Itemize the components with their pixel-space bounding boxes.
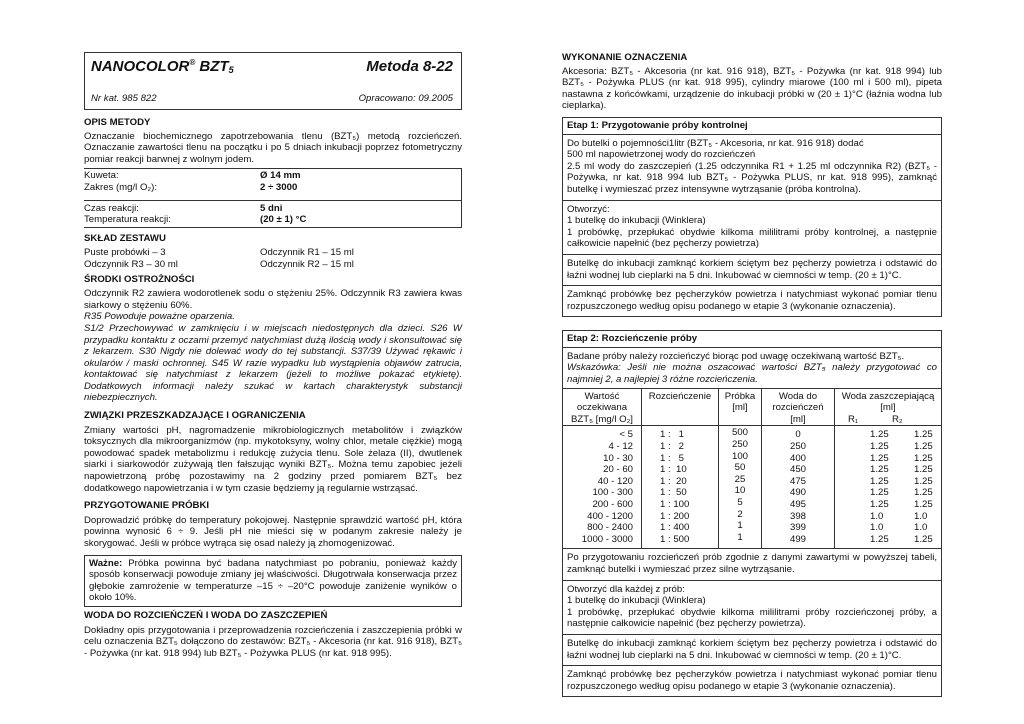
etap2-mix: Po przygotowaniu rozcieńczeń prób zgodnie z danymi zawartymi w powyższej tabeli, zamknąć butelki i wymieszać przez silne wytrząsanie.	[567, 552, 937, 575]
table-cell-sample: 25	[734, 473, 746, 485]
table-cell-expected: 800 - 2400	[587, 522, 633, 534]
table-cell-expected: 100 - 300	[592, 487, 633, 499]
zwiazki-text: Zmiany wartości pH, nagromadzenie mikrobiologicznych metabolitów i związków toksycznych dla mikroorganizmów (np. mykotoksyny, wolny chlor, metale ciężkie) mogą powodować spadek metabolizmu i redukcję zużycia tlenu. Sole żelaza (II), dwutlenek siarki i siarkowodór zużywają tlen fałszując wyniki BZT₅. Można temu zapobiec jeżeli napowietrzoną próbę pozostawimy na 2 godziny przed pomiarem BZT₅ bez dodatkowego napowietrzania i w tym czasie będziemy ją regularnie wstrząsać.	[84, 424, 462, 494]
spec-value: 2 ÷ 3000	[260, 181, 298, 193]
table-cell-dilution: 1 : 50	[660, 487, 687, 499]
prepared-date: Opracowano: 09.2005	[358, 93, 453, 104]
table-cell-expected: 1000 - 3000	[581, 533, 633, 545]
table-cell-expected: 40 - 120	[597, 475, 633, 487]
table-header	[563, 389, 941, 426]
etap2-open-tube: 1 probówkę, przepłukać obydwie kilkoma mililitrami próby rozcieńczonej próby, a następnie całkowicie napełnić (bez pęcherzy powietrza).	[567, 606, 937, 630]
table-cell-water: 398	[789, 510, 806, 522]
table-cell-r1: 1.25	[870, 452, 889, 464]
etap1-measure: Zamknąć probówkę bez pęcherzyków powietrza i natychmiast wykonać pomiar tlenu rozpuszczonego według opisu podanego w etapie 3 (wykonanie oznaczenia).	[567, 289, 937, 312]
table-cell-r1: 1.0	[870, 522, 884, 534]
table-cell-dilution: 1 : 1	[660, 429, 684, 441]
dilution-table	[563, 388, 941, 550]
important-note-box	[84, 555, 462, 607]
section-title-przygotowanie: PRZYGOTOWANIE PRÓBKI	[84, 500, 210, 512]
table-cell-sample: 100	[731, 450, 748, 462]
table-cell-expected: 200 - 600	[592, 499, 633, 510]
table-cell-r1: 1.25	[870, 429, 889, 441]
table-cell-seed	[835, 429, 941, 441]
etap2-text: Badane próby należy rozcieńczyć biorąc pod uwagę oczekiwaną wartość BZT₅.	[567, 350, 905, 362]
table-cell-sample: 2	[737, 508, 743, 520]
etap2-open-bottle: 1 butelkę do inkubacji (Winklera)	[567, 595, 706, 607]
etap2-incubate: Butelkę do inkubacji zamknąć korkiem ściętym bez pęcherzy powietrza i odstawić do łaźni wodnej lub cieplarki na 5 dni. Inkubować w ciemności w temp. (20 ± 1)°C.	[567, 637, 937, 661]
table-cell-r1: 1.25	[870, 441, 889, 453]
table-cell-dilution: 1 : 10	[660, 464, 687, 476]
table-cell-r2: 1.25	[914, 499, 933, 510]
wykonanie-text: Akcesoria: BZT₅ - Akcesoria (nr kat. 916 918), BZT₅ - Pożywka (nr kat. 918 994) lub BZT₅ - Pożywka PLUS (nr kat. 918 995), cylindry miarowe (100 ml i 500 ml), pipeta nastawna z końcówkami, urządzenie do inkubacji próbki w (20 ± 1)°C (łaźnia wodna lub cieplarka).	[562, 65, 942, 112]
table-cell-sample: 5	[737, 497, 743, 508]
method-number: Metoda 8-22	[366, 58, 453, 75]
table-cell-sample: 250	[731, 439, 748, 451]
table-cell-r2: 1.25	[914, 429, 933, 441]
table-cell-expected: 400 - 1200	[587, 510, 633, 522]
col-header: R₁	[848, 413, 859, 425]
table-cell-r2: 1.25	[914, 487, 933, 499]
table-cell-water: 250	[789, 441, 806, 453]
opis-text: Oznaczanie biochemicznego zapotrzebowania tlenu (BZT₅) metodą rozcieńczeń. Oznaczanie zawartości tlenu na początku i po 5 dniach inkubacji poprzez fotometryczny pomiar reakcji barwnej z wolnym jodem.	[84, 130, 462, 165]
table-cell-dilution: 1 : 5	[660, 452, 684, 464]
table-cell-seed	[835, 464, 941, 476]
table-cell-water: 399	[789, 522, 806, 534]
table-cell-seed	[835, 534, 941, 546]
specs-table	[84, 168, 462, 227]
etap2-block	[562, 330, 942, 697]
table-cell-expected: < 5	[619, 429, 633, 441]
spec-value: (20 ± 1) °C	[260, 214, 307, 226]
etap1-block	[562, 117, 942, 317]
spec-label: Kuweta:	[84, 170, 119, 182]
etap2-measure: Zamknąć probówkę bez pęcherzyków powietrza i natychmiast wykonać pomiar tlenu rozpuszczonego według opisu podanego w etapie 3 (wykonanie oznaczenia).	[567, 669, 937, 692]
table-cell-expected: 10 - 30	[603, 452, 633, 464]
section-title-zwiazki: ZWIĄZKI PRZESZKADZAJĄCE I OGRANICZENIA	[84, 410, 306, 422]
table-cell-seed	[835, 522, 941, 534]
col-header: BZT₅ [mg/l O₂]	[571, 413, 633, 425]
table-cell-expected: 4 - 12	[608, 441, 633, 453]
table-cell-r2: 1.25	[914, 452, 933, 464]
etap1-step-seed: 2.5 ml wody do zaszczepień (1.25 odczynnika R1 + 1.25 ml odczynnika R2) (BZT₅ - Pożywka, nr kat. 918 994 lub BZT₅ - Pożywka PLUS, nr kat. 918 995), zamknąć butelkę i wymieszać przez intensywne wytrząsanie (próba kontrolna).	[567, 160, 937, 195]
table-cell-r1: 1.25	[870, 475, 889, 487]
table-cell-expected: 20 - 60	[603, 464, 633, 476]
table-cell-r2: 1.0	[914, 522, 928, 534]
table-cell-dilution: 1 : 200	[660, 510, 690, 522]
table-cell-seed	[835, 476, 941, 488]
table-cell-water: 0	[795, 429, 801, 441]
table-cell-r1: 1.25	[870, 487, 889, 499]
col-header: R₂	[892, 413, 903, 425]
table-cell-dilution: 1 : 20	[660, 475, 687, 487]
note-label: Ważne:	[89, 557, 123, 569]
spec-value: 5 dni	[260, 202, 283, 214]
section-title-woda: WODA DO ROZCIEŃCZEŃ I WODA DO ZASZCZEPIEŃ	[84, 609, 328, 621]
srodki-text: Odczynnik R2 zawiera wodorotlenek sodu o stężeniu 25%. Odczynnik R3 zawiera kwas siarkowy o stężeniu 60%.	[84, 288, 462, 311]
srodki-r-phrase: R35 Powoduje poważne oparzenia.	[84, 311, 235, 323]
etap2-title: Etap 2: Rozcieńczenie próby	[563, 331, 941, 348]
table-cell-r2: 1.25	[914, 533, 933, 545]
etap1-open: Otworzyć:	[567, 203, 610, 215]
table-cell-sample: 1	[737, 531, 743, 543]
table-cell-sample: 1	[737, 520, 743, 532]
table-cell-seed	[835, 453, 941, 465]
product-title: NANOCOLOR® $BZT_5$	[91, 58, 234, 75]
etap1-step-water: 500 ml napowietrzonej wody do rozcieńczeń	[567, 149, 756, 161]
table-cell-dilution: 1 : 500	[660, 533, 690, 545]
col-header: [ml]	[880, 402, 896, 414]
section-title-wykonanie: WYKONANIE OZNACZENIA	[562, 52, 688, 63]
table-cell-seed	[835, 441, 941, 453]
kit-item: Puste probówki – 3	[84, 247, 166, 259]
catalog-number: Nr kat. 985 822	[91, 93, 157, 104]
col-header: oczekiwana	[576, 402, 628, 414]
col-header: [ml]	[790, 413, 806, 425]
etap1-open-bottle: 1 butelkę do inkubacji (Winklera)	[567, 215, 706, 227]
col-header: rozcieńczeń	[772, 402, 824, 414]
spec-label: Zakres (mg/l O₂):	[84, 181, 158, 193]
table-cell-dilution: 1 : 400	[660, 522, 690, 534]
etap2-open: Otworzyć dla każdej z prób:	[567, 583, 685, 595]
etap1-title: Etap 1: Przygotowanie próby kontrolnej	[563, 118, 941, 135]
table-cell-r1: 1.25	[870, 464, 889, 476]
col-header: Woda do	[778, 390, 818, 402]
table-cell-sample: 10	[734, 485, 746, 497]
table-cell-sample: 500	[731, 427, 748, 439]
table-cell-dilution: 1 : 2	[660, 441, 684, 453]
section-title-srodki: ŚRODKI OSTROŻNOŚCI	[84, 273, 195, 285]
col-header: Rozcieńczenie	[642, 389, 719, 426]
section-title-sklad: SKŁAD ZESTAWU	[84, 232, 166, 244]
spec-value: Ø 14 mm	[260, 170, 301, 182]
table-cell-dilution: 1 : 100	[660, 499, 690, 510]
table-cell-seed	[835, 487, 941, 499]
table-cell-water: 450	[789, 464, 806, 476]
col-header: [ml]	[732, 402, 748, 414]
kit-item: Odczynnik R2 – 15 ml	[260, 258, 354, 270]
table-cell-r2: 1.25	[914, 464, 933, 476]
table-cell-seed	[835, 499, 941, 511]
table-cell-sample: 50	[734, 462, 746, 474]
kit-item: Odczynnik R1 – 15 ml	[260, 247, 354, 259]
srodki-s-phrases: S1/2 Przechowywać w zamknięciu i w miejscach niedostępnych dla dzieci. S26 W przypadku kontaktu z oczami przemyć natychmiast dużą ilością wody i skonsultować się z lekarzem. S30 Nigdy nie dolewać wody do tej substancji. S37/39 Używać rękawic i okularów / maski ochronnej. S45 W razie wypadku lub wystąpienia objawów zatrucia, kontaktować się natychmiast z lekarzem (jeżeli to możliwe pokazać etykietę). Dodatkowych informacji należy szukać w kartach charakterystyk substancji niebezpiecznych.	[84, 322, 462, 404]
spec-label: Czas reakcji:	[84, 202, 139, 214]
table-body	[563, 426, 941, 548]
title-box	[84, 52, 462, 110]
etap2-hint: Wskazówka: Jeśli nie można oszacować wartości BZT₅ należy przygotować co najmniej 2, a najlepiej 3 różne rozcieńczenia.	[567, 362, 937, 386]
table-cell-water: 499	[789, 533, 806, 545]
col-header: Wartość	[584, 390, 620, 402]
woda-text: Dokładny opis przygotowania i przeprowadzenia rozcieńczenia i zaszczepienia próbki w celu oznaczenia BZT₅ dołączono do zestawów: BZT₅ - Akcesoria (nr kat. 916 918), BZT₅ - Pożywka (nr kat. 918 994) lub BZT₅ - Pożywka PLUS (nr kat. 918 995).	[84, 624, 462, 659]
table-cell-r1: 1.25	[870, 499, 889, 510]
table-cell-r1: 1.0	[870, 510, 884, 522]
etap1-incubate: Butelkę do inkubacji zamknąć korkiem ściętym bez pęcherzy powietrza i odstawić do łaźni wodnej lub cieplarki na 5 dni. Inkubować w ciemności w temp. (20 ± 1)°C.	[567, 257, 937, 281]
przygotowanie-text: Doprowadzić próbkę do temperatury pokojowej. Następnie sprawdzić wartość pH, która powinna wynosić 6 ÷ 9. Jeśli pH nie mieści się w podanym zakresie należy je skorygować. Jeśli w próbce wytrąca się osad należy ją zhomogenizować.	[84, 514, 462, 549]
table-cell-r2: 1.0	[914, 510, 928, 522]
note-text: Próbka powinna być badana natychmiast po pobraniu, ponieważ każdy sposób konserwacji powoduje zmiany jej właściwości. Długotrwała konserwacja przez głębokie zamrożenie w temperaturze –15 ÷ –20°C powoduje zaniżenie wyników o około 10%.	[89, 557, 457, 604]
etap1-step-bottle: Do butelki o pojemności1litr (BZT₅ - Akcesoria, nr kat. 916 918) dodać	[567, 137, 864, 149]
table-cell-r2: 1.25	[914, 441, 933, 453]
kit-item: Odczynnik R3 – 30 ml	[84, 258, 178, 270]
table-cell-water: 490	[789, 487, 806, 499]
table-cell-r1: 1.25	[870, 533, 889, 545]
etap1-open-tube: 1 probówkę, przepłukać obydwie kilkoma mililitrami próby kontrolnej, a następnie całkowicie napełnić (bez pęcherzy powietrza)	[567, 226, 937, 250]
table-cell-r2: 1.25	[914, 475, 933, 487]
table-cell-seed	[835, 511, 941, 523]
section-title-opis: OPIS METODY	[84, 117, 151, 128]
table-cell-water: 495	[789, 499, 806, 510]
spec-label: Temperatura reakcji:	[84, 214, 171, 226]
col-header: Woda zaszczepiającą	[841, 390, 935, 402]
table-cell-water: 475	[789, 475, 806, 487]
table-cell-water: 400	[789, 452, 806, 464]
col-header: Próbka	[724, 390, 756, 402]
